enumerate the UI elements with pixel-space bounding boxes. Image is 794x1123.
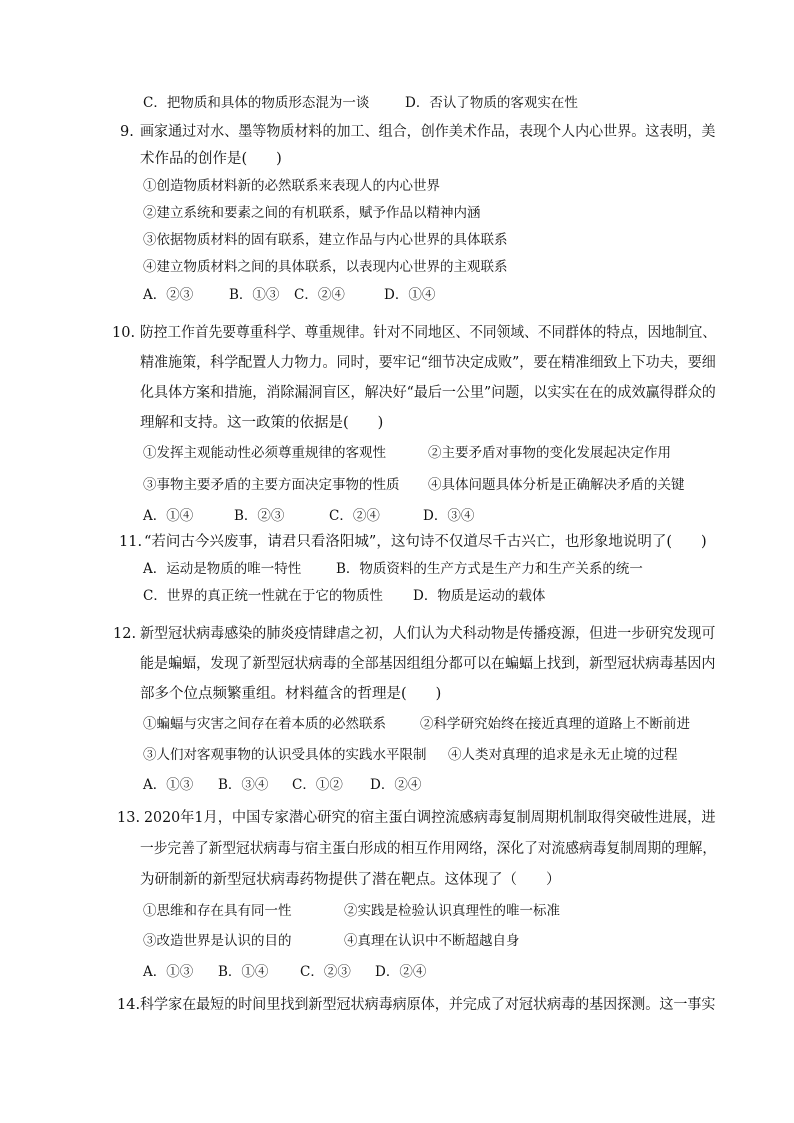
q8-option-d: D．否认了物质的客观实在性 [405, 95, 578, 111]
q9-statement-1: ①创造物质材料新的必然联系来表现人的内心世界 [143, 178, 440, 194]
q10-stem-line-3: 化具体方案和措施，消除漏洞盲区，解决好“最后一公里”问题，以实实在在的成效赢得群众的 [140, 385, 716, 401]
q10-stem-line-2: 精准施策，科学配置人力物力。同时，要牢记“细节决定成败”，要在精准细致上下功夫，要细 [140, 355, 716, 371]
q10-option-c: C．②④ [329, 508, 380, 524]
q12-stem-line-2: 能是蝙蝠，发现了新型冠状病毒的全部基因组组分都可以在蝙蝠上找到，新型冠状病毒基因内 [140, 656, 716, 672]
q12-stem-line-1: 新型冠状病毒感染的肺炎疫情肆虐之初，人们认为犬科动物是传播疫源，但进一步研究发现可 [140, 626, 716, 642]
q12-option-c: C．①② [292, 777, 343, 793]
q9-statement-3: ③依据物质材料的固有联系，建立作品与内心世界的具体联系 [143, 232, 508, 248]
q10-statement-3: ③事物主要矛盾的主要方面决定事物的性质 [143, 477, 400, 493]
q13-statement-1: ①思维和存在具有同一性 [143, 903, 292, 919]
q12-statement-1: ①蝙蝠与灾害之间存在着本质的必然联系 [143, 716, 386, 732]
q13-option-d: D．②④ [375, 964, 427, 980]
q9-statement-4: ④建立物质材料之间的具体联系，以表现内心世界的主观联系 [143, 259, 508, 275]
q14-stem-line-1: 科学家在最短的时间里找到新型冠状病毒病原体，并完成了对冠状病毒的基因探测。这一事实 [140, 997, 716, 1013]
q12-option-a: A．①③ [143, 777, 194, 793]
q11-stem-line-1: “若问古今兴废事，请君只看洛阳城”，这句诗不仅道尽千古兴亡，也形象地说明了( ) [144, 534, 707, 550]
q9-option-c: C．②④ [294, 287, 345, 303]
q9-option-b: B．①③ [229, 287, 280, 303]
q13-statement-3: ③改造世界是认识的目的 [143, 933, 292, 949]
q10-statement-4: ④具体问题具体分析是正确解决矛盾的关键 [428, 477, 685, 493]
q13-stem-line-3: 为研制新的新型冠状病毒药物提供了潜在靶点。这体现了（ ） [140, 872, 561, 888]
q12-statement-4: ④人类对真理的追求是永无止境的过程 [448, 747, 678, 763]
q10-stem-line-4: 理解和支持。这一政策的依据是( ) [140, 415, 384, 431]
q9-option-d: D．①④ [384, 287, 436, 303]
q13-number: 13. [117, 810, 141, 826]
q13-statement-4: ④真理在认识中不断超越自身 [344, 933, 520, 949]
q9-stem-line-1: 画家通过对水、墨等物质材料的加工、组合，创作美术作品，表现个人内心世界。这表明，美 [140, 124, 716, 140]
q10-stem-line-1: 防控工作首先要尊重科学、尊重规律。针对不同地区、不同领域、不同群体的特点，因地制宜、 [140, 325, 717, 341]
q11-option-d: D．物质是运动的载体 [413, 588, 546, 604]
q12-statement-3: ③人们对客观事物的认识受具体的实践水平限制 [143, 747, 427, 763]
q10-option-b: B．②③ [234, 508, 285, 524]
q14-number: 14. [117, 997, 141, 1013]
q13-stem-line-1: 2020年1月，中国专家潜心研究的宿主蛋白调控流感病毒复制周期机制取得突破性进展，进 [144, 810, 716, 826]
q13-option-b: B．①④ [218, 964, 269, 980]
q11-option-a: A．运动是物质的唯一特性 [143, 561, 302, 577]
q13-statement-2: ②实践是检验认识真理性的唯一标准 [344, 903, 560, 919]
q13-stem-line-2: 一步完善了新型冠状病毒与宿主蛋白形成的相互作用网络，深化了对流感病毒复制周期的理解， [140, 841, 717, 857]
q9-number: 9. [120, 124, 134, 140]
q12-option-d: D．②④ [370, 777, 422, 793]
q11-number: 11. [119, 534, 143, 550]
q12-option-b: B．③④ [218, 777, 269, 793]
q10-option-d: D．③④ [423, 508, 475, 524]
q9-option-a: A．②③ [143, 287, 194, 303]
q13-option-c: C．②③ [300, 964, 351, 980]
q13-option-a: A．①③ [143, 964, 194, 980]
q10-statement-2: ②主要矛盾对事物的变化发展起决定作用 [428, 445, 671, 461]
q10-option-a: A．①④ [143, 508, 194, 524]
q12-statement-2: ②科学研究始终在接近真理的道路上不断前进 [420, 716, 690, 732]
q9-stem-line-2: 术作品的创作是( ) [140, 151, 282, 167]
q10-number: 10. [112, 325, 136, 341]
q11-option-c: C．世界的真正统一性就在于它的物质性 [143, 588, 383, 604]
q11-option-b: B．物质资料的生产方式是生产力和生产关系的统一 [336, 561, 643, 577]
q10-statement-1: ①发挥主观能动性必须尊重规律的客观性 [143, 445, 386, 461]
q12-stem-line-3: 部多个位点频繁重组。材料蕴含的哲理是( ) [140, 686, 442, 702]
q8-option-c: C．把物质和具体的物质形态混为一谈 [143, 95, 370, 111]
q9-statement-2: ②建立系统和要素之间的有机联系，赋予作品以精神内涵 [143, 205, 481, 221]
q12-number: 12. [113, 626, 137, 642]
